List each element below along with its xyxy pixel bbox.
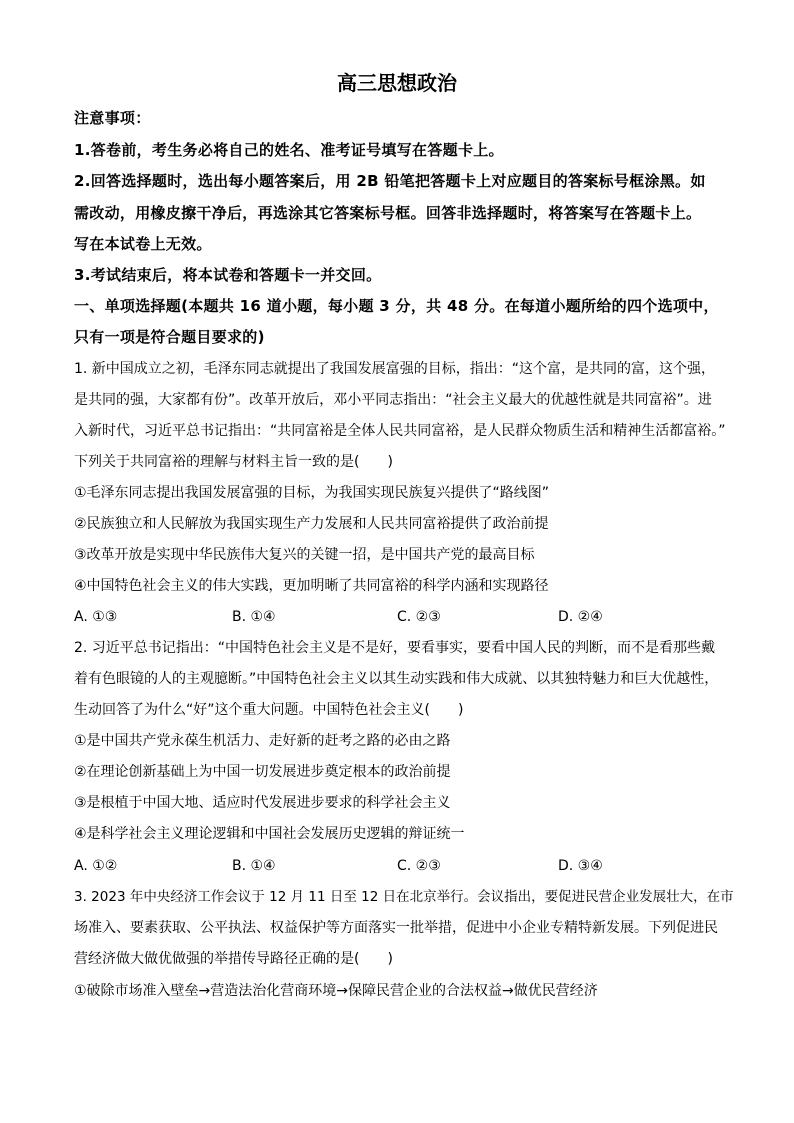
question-2-option-a: A. ①② [74,858,118,874]
question-3-text: 场准入、要素获取、公平执法、权益保护等方面落实一批举措，促进中小企业专精特新发展。下列促进民 [74,920,718,936]
question-1-text: 下列关于共同富裕的理解与材料主旨一致的是( ) [74,454,393,470]
notice-item: 1.答卷前，考生务必将自己的姓名、准考证号填写在答题卡上。 [74,141,504,159]
question-2-statement: ②在理论创新基础上为中国一切发展进步奠定根本的政治前提 [74,764,451,780]
question-1-statement: ①毛泽东同志提出我国发展富强的目标，为我国实现民族复兴提供了“路线图” [74,485,550,501]
question-1-text: 1. 新中国成立之初，毛泽东同志就提出了我国发展富强的目标，指出：“这个富，是共同的富，这个强， [74,361,716,377]
question-2-option-b: B. ①④ [232,858,276,874]
notice-item: 写在本试卷上无效。 [74,235,212,253]
section-heading-cont: 只有一项是符合题目要求的) [74,328,265,346]
question-1-statement: ③改革开放是实现中华民族伟大复兴的关键一招，是中国共产党的最高目标 [74,547,535,563]
question-1-statement: ②民族独立和人民解放为我国实现生产力发展和人民共同富裕提供了政治前提 [74,516,549,532]
question-2-option-d: D. ③④ [558,858,603,874]
question-2-statement: ①是中国共产党永葆生机活力、走好新的赶考之路的必由之路 [74,733,451,749]
notice-item: 需改动，用橡皮擦干净后，再选涂其它答案标号框。回答非选择题时，将答案写在答题卡上。 [74,204,702,222]
notice-item: 3.考试结束后，将本试卷和答题卡一并交回。 [74,266,382,284]
section-heading: 一、单项选择题(本题共 16 道小题，每小题 3 分，共 48 分。在每道小题所给的四个选项中， [74,297,719,315]
question-2-statement: ④是科学社会主义理论逻辑和中国社会发展历史逻辑的辩证统一 [74,826,465,842]
question-1-option-d: D. ②④ [558,609,603,625]
question-1-option-b: B. ①④ [232,609,276,625]
question-3-statement: ①破除市场准入壁垒→营造法治化营商环境→保障民营企业的合法权益→做优民营经济 [74,983,598,999]
question-1-text: 入新时代，习近平总书记指出：“共同富裕是全体人民共同富裕，是人民群众物质生活和精神生活都富裕。” [74,423,726,439]
question-3-text: 营经济做大做优做强的举措传导路径正确的是( ) [74,951,393,967]
question-2-text: 2. 习近平总书记指出：“中国特色社会主义是不是好，要看事实，要看中国人民的判断，而不是看那些戴 [74,640,716,656]
question-1-option-a: A. ①③ [74,609,118,625]
question-2-statement: ③是根植于中国大地、适应时代发展进步要求的科学社会主义 [74,795,451,811]
question-1-option-c: C. ②③ [397,609,441,625]
question-1-statement: ④中国特色社会主义的伟大实践，更加明晰了共同富裕的科学内涵和实现路径 [74,578,549,594]
question-2-text: 生动回答了为什么“好”这个重大问题。中国特色社会主义( ) [74,702,464,718]
question-2-option-c: C. ②③ [397,858,441,874]
question-2-text: 着有色眼镜的人的主观臆断。”中国特色社会主义以其生动实践和伟大成就、以其独特魅力和巨大优越性， [74,671,719,687]
notice-heading: 注意事项： [74,109,151,127]
question-3-text: 3. 2023 年中央经济工作会议于 12 月 11 日至 12 日在北京举行。会议指出，要促进民营企业发展壮大，在市 [74,889,734,905]
question-1-text: 是共同的强，大家都有份”。改革开放后，邓小平同志指出：“社会主义最大的优越性就是共同富裕”。进 [74,392,712,408]
notice-item: 2.回答选择题时，选出每小题答案后，用 2B 铅笔把答题卡上对应题目的答案标号框涂黑。如 [74,172,706,190]
page-title: 高三思想政治 [337,71,457,95]
